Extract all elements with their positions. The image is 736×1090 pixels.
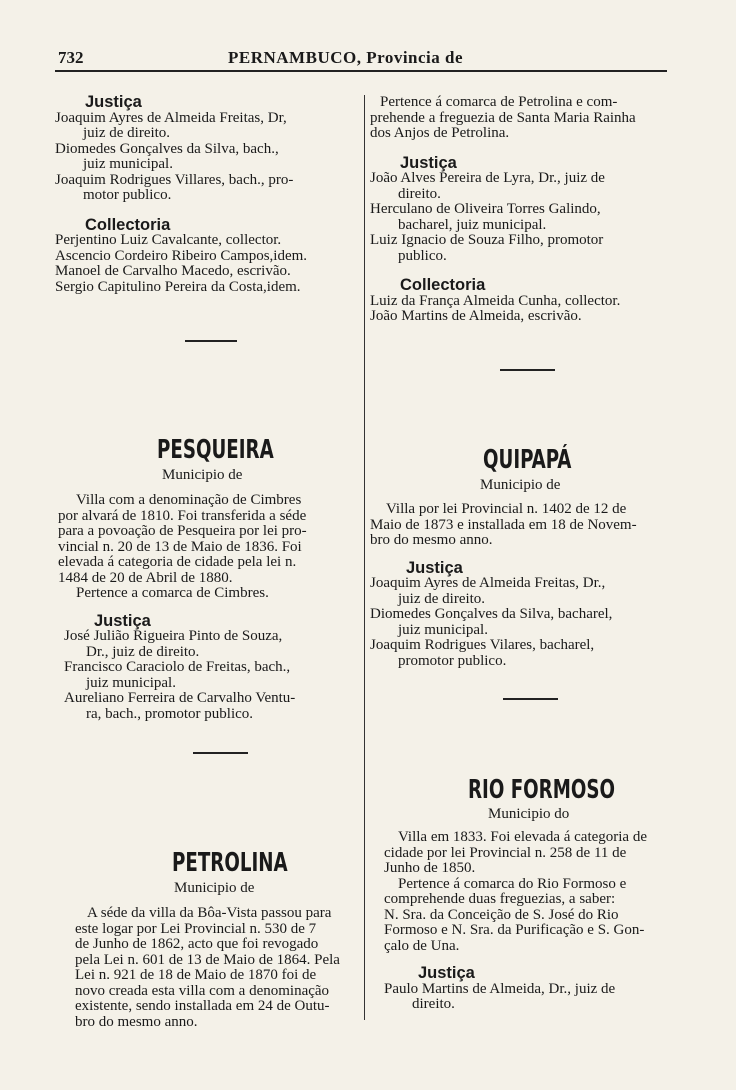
text-line: Joaquim Rodrigues Villares, bach., pro- xyxy=(55,171,294,188)
text-line: bacharel, juiz municipal. xyxy=(398,216,547,233)
text-line: José Julião Rigueira Pinto de Souza, xyxy=(64,628,283,644)
text-line: juiz de direito. xyxy=(398,590,486,607)
text-line: Joaquim Rodrigues Vilares, bacharel, xyxy=(370,637,595,653)
text-line: João Alves Pereira de Lyra, Dr., juiz de xyxy=(370,170,605,186)
text-line: Pertence a comarca de Cimbres. xyxy=(76,585,269,601)
text-line: Francisco Caraciolo de Freitas, bach., xyxy=(64,659,291,675)
text-line: Luiz da França Almeida Cunha, collector. xyxy=(370,292,621,309)
section-rule xyxy=(193,752,248,754)
text-line: juiz municipal. xyxy=(398,621,488,638)
text-line: por alvará de 1810. Foi transferida a séde xyxy=(58,507,307,524)
municipality-title: PESQUEIRA xyxy=(157,435,274,465)
text-line: Perjentino Luiz Cavalcante, collector. xyxy=(55,232,282,248)
text-line: direito. xyxy=(398,185,441,202)
text-line: juiz de direito. xyxy=(83,125,171,141)
text-line: Sergio Capitulino Pereira da Costa,idem. xyxy=(55,278,301,295)
header-rule xyxy=(55,70,667,72)
text-line: juiz municipal. xyxy=(86,674,176,691)
text-line: çalo de Una. xyxy=(384,937,460,954)
right-top-section xyxy=(370,95,680,325)
text-line: Maio de 1873 e installada em 18 de Novem- xyxy=(370,516,637,533)
text-line: A séde da villa da Bôa-Vista passou para xyxy=(87,905,332,921)
text-line: N. Sra. da Conceição de S. José do Rio xyxy=(384,906,619,923)
text-line: promotor publico. xyxy=(398,652,507,669)
municipality-title: QUIPAPÁ xyxy=(483,445,572,475)
text-line: Luiz Ignacio de Souza Filho, promotor xyxy=(370,232,604,248)
justica-heading: Justiça xyxy=(400,153,457,172)
section-rule xyxy=(185,340,237,342)
text-line: Aureliano Ferreira de Carvalho Ventu- xyxy=(64,690,296,706)
text-line: vincial n. 20 de 13 de Maio de 1836. Foi xyxy=(58,538,302,555)
collectoria-heading: Collectoria xyxy=(85,215,171,234)
text-line: comprehende duas freguezias, a saber: xyxy=(384,891,616,907)
running-head: PERNAMBUCO, Provincia de xyxy=(228,48,464,67)
text-line: elevada á categoria de cidade pela lei n. xyxy=(58,554,297,570)
text-line: publico. xyxy=(398,247,447,264)
text-line: este logar por Lei Provincial n. 530 de 7 xyxy=(75,920,317,937)
municipality-title: PETROLINA xyxy=(172,848,288,878)
text-line: Villa com a denominação de Cimbres xyxy=(76,492,302,508)
text-line: Pertence á comarca de Petrolina e com- xyxy=(380,94,618,110)
municipality-subtitle: Municipio do xyxy=(488,806,570,822)
justica-heading: Justiça xyxy=(406,558,463,577)
text-line: existente, sendo installada em 24 de Outu- xyxy=(75,998,330,1014)
text-line: Diomedes Gonçalves da Silva, bacharel, xyxy=(370,606,613,622)
text-line: juiz municipal. xyxy=(83,156,173,172)
text-line: Joaquim Ayres de Almeida Freitas, Dr, xyxy=(55,109,287,126)
text-line: Villa em 1833. Foi elevada á categoria de xyxy=(398,829,648,845)
justica-heading: Justiça xyxy=(418,964,475,982)
page-number: 732 xyxy=(58,48,84,67)
text-line: motor publico. xyxy=(83,187,172,203)
section-rule xyxy=(500,369,555,371)
text-line: Joaquim Ayres de Almeida Freitas, Dr., xyxy=(370,575,606,591)
text-line: de Junho de 1862, acto que foi revogado xyxy=(75,936,319,952)
text-line: Paulo Martins de Almeida, Dr., juiz de xyxy=(384,980,616,997)
text-line: Lei n. 921 de 18 de Maio de 1870 foi de xyxy=(75,967,317,983)
text-line: direito. xyxy=(412,996,455,1012)
text-line: Pertence á comarca do Rio Formoso e xyxy=(398,875,627,892)
text-line: pela Lei n. 601 de 13 de Maio de 1864. Pela xyxy=(75,951,340,968)
quipapa-section xyxy=(370,502,682,669)
text-line: 1484 de 20 de Abril de 1880. xyxy=(58,569,233,586)
municipality-subtitle: Municipio de xyxy=(174,880,255,896)
column-divider xyxy=(364,95,365,1020)
text-line: ra, bach., promotor publico. xyxy=(86,705,254,722)
text-line: Villa por lei Provincial n. 1402 de 12 de xyxy=(386,501,627,517)
text-line: Herculano de Oliveira Torres Galindo, xyxy=(370,201,601,217)
municipality-subtitle: Municipio de xyxy=(480,477,561,493)
text-line: Dr., juiz de direito. xyxy=(86,643,200,660)
text-line: cidade por lei Provincial n. 258 de 11 de xyxy=(384,844,627,861)
municipality-subtitle: Municipio de xyxy=(162,467,243,483)
justica-heading: Justiça xyxy=(94,611,151,630)
text-line: bro do mesmo anno. xyxy=(370,532,493,548)
text-line: Ascencio Cordeiro Ribeiro Campos,idem. xyxy=(55,247,308,264)
text-line: prehende a freguezia de Santa Maria Rainha xyxy=(370,109,636,126)
rio-formoso-section xyxy=(384,830,684,1013)
justica-heading: Justiça xyxy=(85,93,142,111)
text-line: dos Anjos de Petrolina. xyxy=(370,125,510,141)
pesqueira-section xyxy=(58,493,362,722)
text-line: João Martins de Almeida, escrivão. xyxy=(370,308,582,324)
text-line: Junho de 1850. xyxy=(384,860,476,876)
petrolina-section xyxy=(75,906,363,1030)
text-line: Manoel de Carvalho Macedo, escrivão. xyxy=(55,263,291,279)
section-rule xyxy=(503,698,558,700)
municipality-title: RIO FORMOSO xyxy=(468,775,616,805)
text-line: para a povoação de Pesqueira por lei pro- xyxy=(58,523,307,539)
left-top-section xyxy=(55,95,360,295)
page-header xyxy=(58,48,668,70)
text-line: novo creada esta villa com a denominação xyxy=(75,982,330,999)
collectoria-heading: Collectoria xyxy=(400,276,486,294)
text-line: Formoso e N. Sra. da Purificação e S. Gon- xyxy=(384,922,645,938)
text-line: Diomedes Gonçalves da Silva, bach., xyxy=(55,140,279,157)
text-line: bro do mesmo anno. xyxy=(75,1013,198,1030)
